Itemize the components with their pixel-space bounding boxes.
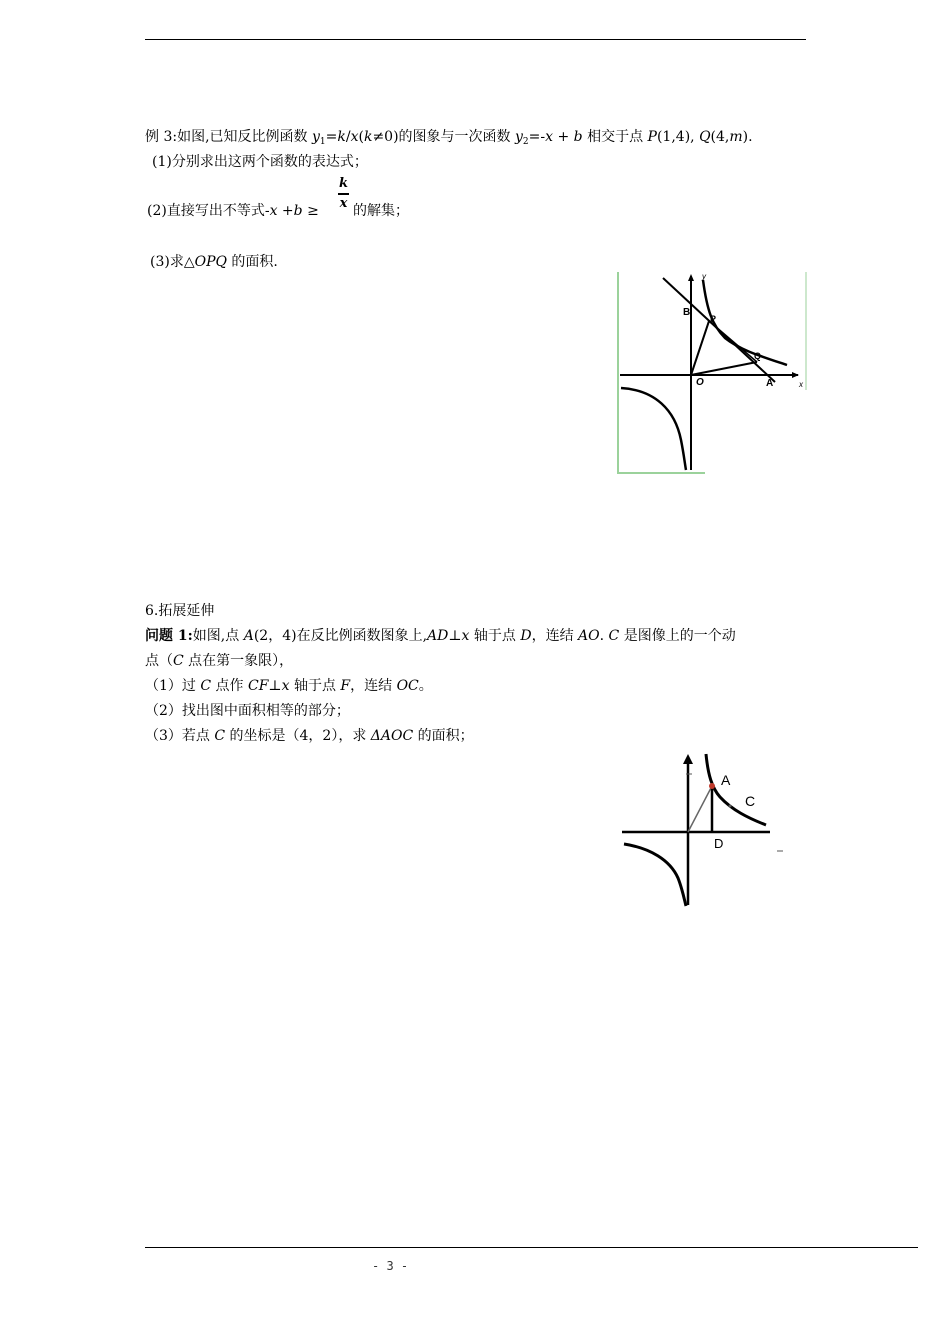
text: ，连结	[531, 628, 579, 644]
text: (3)求△	[150, 254, 195, 270]
text: y	[311, 129, 320, 145]
label-C: C	[745, 793, 756, 809]
problem1-line2	[145, 652, 293, 670]
hyperbola-branch-3	[624, 844, 686, 906]
segment-OQ	[691, 362, 757, 375]
label-B: B	[683, 307, 691, 318]
question-2-tail: 的解集；	[353, 203, 409, 219]
label-A: A	[766, 378, 774, 389]
text: 点在第一象限），	[183, 653, 294, 669]
text: 轴于点	[289, 678, 341, 694]
example3-statement	[145, 128, 753, 151]
label-x: x	[799, 380, 803, 389]
text: 。	[418, 678, 433, 694]
text: k	[363, 129, 373, 145]
header-rule	[145, 39, 806, 40]
text: （3）若点	[145, 728, 215, 744]
text: 点作	[211, 678, 248, 694]
text: (1,4),	[656, 129, 700, 145]
text: 的坐标是（4，2），求	[225, 728, 371, 744]
text: AO	[578, 628, 600, 644]
fraction-k-over-x	[338, 177, 349, 211]
text: ⊥	[448, 628, 462, 644]
label-y: y	[702, 272, 706, 281]
footer-rule	[145, 1247, 918, 1248]
text: （1）过	[145, 678, 201, 694]
text: x	[350, 129, 359, 145]
fraction-numerator: k	[339, 176, 349, 191]
subscript: 2	[522, 137, 529, 147]
text: +	[553, 129, 574, 145]
text: 如图,点	[192, 628, 244, 644]
page-number: - 3 -	[372, 1259, 409, 1273]
text: ).	[742, 129, 753, 145]
text: b	[573, 129, 583, 145]
figure-hyperbola-line	[615, 270, 810, 476]
label-Q: Q	[754, 351, 762, 361]
text: =	[325, 129, 338, 145]
text: P	[647, 129, 657, 145]
sub-question-3	[145, 727, 474, 745]
sub-question-2: （2）找出图中面积相等的部分；	[145, 703, 350, 719]
y-axis-arrow	[688, 274, 694, 281]
text: x	[269, 203, 278, 219]
segment-AO	[688, 786, 712, 832]
text: y	[515, 129, 523, 145]
text: (2)直接写出不等式-	[147, 203, 270, 219]
text: k	[337, 129, 346, 145]
text: .	[599, 628, 609, 644]
segment-OP	[691, 321, 709, 375]
subscript: 1	[319, 137, 326, 147]
text: (4,	[710, 129, 730, 145]
label-A: A	[721, 772, 731, 788]
question-3	[150, 253, 278, 271]
text: 轴于点	[469, 628, 521, 644]
text: m	[729, 129, 743, 145]
text: CF	[247, 678, 269, 694]
text: ，连结	[350, 678, 397, 694]
text: /	[345, 129, 351, 145]
text: 例 3:如图,已知反比例函数	[145, 129, 312, 145]
problem1-line1	[145, 627, 736, 645]
text: 的面积.	[226, 254, 278, 270]
text: C	[214, 728, 226, 744]
hyperbola-branch-1	[706, 754, 766, 825]
problem-label: 问题 1:	[145, 628, 193, 644]
text: (	[358, 129, 364, 145]
sub-question-1	[145, 677, 433, 695]
text: OC	[396, 678, 419, 694]
question-2	[147, 202, 319, 220]
point-C	[729, 805, 732, 808]
question-1: (1)分别求出这两个函数的表达式；	[152, 154, 368, 170]
text: F	[340, 678, 351, 694]
fraction-denominator: x	[339, 196, 348, 211]
x-axis-arrow	[792, 372, 799, 378]
text: 相交于点	[582, 129, 648, 145]
text: ⊥	[268, 678, 282, 694]
text: OPQ	[194, 254, 227, 270]
text: Q	[699, 129, 711, 145]
section-heading: 6.拓展延伸	[145, 603, 215, 619]
text: C	[173, 653, 184, 669]
text: x	[545, 129, 554, 145]
text: 是图像上的一个动	[619, 628, 736, 644]
text: x	[461, 628, 470, 644]
text: b	[293, 203, 303, 219]
text: A	[243, 628, 254, 644]
text: D	[520, 628, 532, 644]
y-axis-arrow	[683, 754, 693, 764]
label-O: O	[696, 377, 704, 388]
text: +	[277, 203, 294, 219]
text: ≥	[302, 203, 319, 219]
text: =-	[528, 129, 546, 145]
text: 的面积；	[413, 728, 474, 744]
segment-PQ	[709, 321, 757, 362]
text: ΔAOC	[370, 728, 414, 744]
label-D: D	[714, 836, 724, 851]
text: x	[281, 678, 290, 694]
hyperbola-branch-3	[621, 388, 686, 470]
text: C	[608, 628, 620, 644]
fraction-bar	[338, 193, 349, 195]
text: C	[200, 678, 212, 694]
label-P: P	[710, 314, 717, 324]
point-A	[709, 783, 715, 789]
text: 点（	[145, 653, 173, 669]
text: (2，4)在反比例函数图象上,	[253, 628, 428, 644]
figure-inverse-proportion	[620, 750, 790, 910]
text: AD	[427, 628, 449, 644]
text: ≠0)的图象与一次函数	[372, 129, 515, 145]
